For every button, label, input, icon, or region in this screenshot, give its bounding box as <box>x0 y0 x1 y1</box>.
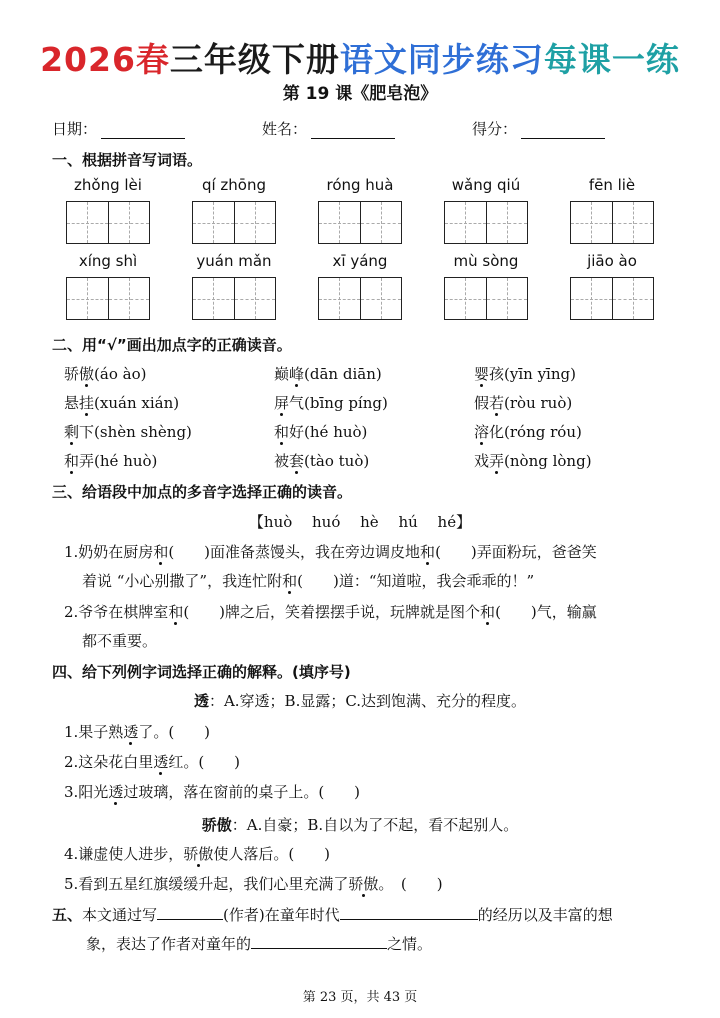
experience-blank[interactable] <box>340 905 478 920</box>
writing-grid[interactable] <box>318 277 402 320</box>
pronunciation-item[interactable]: 婴孩(yīn yīng) <box>474 365 576 383</box>
pinyin-text: wǎng qiú <box>451 176 521 194</box>
title-year: 2026春 <box>40 40 170 79</box>
section5-line: 五、本文通过写 (作者)在童年时代 的经历以及丰富的想 <box>52 906 613 924</box>
definition-line: 骄傲：A.自豪；B.自以为了不起，看不起别人。 <box>201 816 519 834</box>
name-label: 姓名： <box>262 120 308 138</box>
page-title <box>0 34 720 81</box>
pronunciation-item[interactable]: 假若(ròu ruò) <box>474 394 573 412</box>
pinyin-text: mù sòng <box>453 252 519 270</box>
question-line: 2.爷爷在棋牌室和( )牌之后，笑着摆摆手说，玩牌就是图个和( )气，输赢 <box>64 603 597 621</box>
pinyin-text: róng huà <box>326 176 394 194</box>
question-line: 4.谦虚使人进步，骄傲使人落后。( ) <box>64 845 331 863</box>
page-footer: 第 23 页，共 43 页 <box>302 990 418 1005</box>
section1-title: 一、根据拼音写词语。 <box>52 151 203 169</box>
question-line: 1.果子熟透了。( ) <box>64 723 211 741</box>
writing-grid[interactable] <box>444 277 528 320</box>
pronunciation-item[interactable]: 和好(hé huò) <box>274 423 368 441</box>
section5-number: 五、 <box>52 906 83 924</box>
title-grade: 三年级下册 <box>169 40 340 79</box>
writing-grid[interactable] <box>318 201 402 244</box>
pinyin-cell <box>66 251 150 320</box>
pronunciation-item[interactable]: 被套(tào tuò) <box>274 452 370 470</box>
question-line: 3.阳光透过玻璃，落在窗前的桌子上。( ) <box>64 783 361 801</box>
pinyin-text: qí zhōng <box>201 176 267 194</box>
writing-grid[interactable] <box>192 201 276 244</box>
pinyin-cell <box>66 175 150 244</box>
pronunciation-item[interactable]: 戏弄(nòng lòng) <box>474 452 592 470</box>
pronunciation-item[interactable]: 剩下(shèn shèng) <box>64 423 192 441</box>
pinyin-cell <box>318 251 402 320</box>
pronunciation-item[interactable]: 巅峰(dān diān) <box>274 365 382 383</box>
score-blank[interactable] <box>521 122 605 139</box>
pronunciation-item[interactable]: 和弄(hé huò) <box>64 452 158 470</box>
definition-line: 透：A.穿透；B.显露；C.达到饱满、充分的程度。 <box>193 692 527 710</box>
pinyin-cell <box>444 251 528 320</box>
name-blank[interactable] <box>311 122 395 139</box>
pronunciation-item[interactable]: 溶化(róng róu) <box>474 423 582 441</box>
pinyin-text: xī yáng <box>332 252 388 270</box>
pinyin-cell <box>192 251 276 320</box>
pinyin-text: jiāo ào <box>587 252 637 270</box>
pinyin-cell <box>570 251 654 320</box>
name-field <box>262 118 395 139</box>
pinyin-cell <box>570 175 654 244</box>
question-line: 2.这朵花白里透红。( ) <box>64 753 241 771</box>
feeling-blank[interactable] <box>251 934 387 949</box>
title-subject: 语文同步练习 <box>339 40 544 79</box>
section2-title: 二、用“√”画出加点字的正确读音。 <box>52 336 292 354</box>
question-line: 1.奶奶在厨房和( )面准备蒸馒头，我在旁边调皮地和( )弄面粉玩，爸爸笑 <box>64 543 597 561</box>
writing-grid[interactable] <box>66 201 150 244</box>
lesson-subtitle: 第 19 课《肥皂泡》 <box>282 84 438 104</box>
pinyin-cell <box>192 175 276 244</box>
date-blank[interactable] <box>101 122 185 139</box>
question-line: 都不重要。 <box>82 632 158 650</box>
title-tail: 每课一练 <box>543 40 680 79</box>
pinyin-cell <box>444 175 528 244</box>
reading-options: 【huò huó hè hú hé】 <box>248 513 472 531</box>
question-line: 5.看到五星红旗缓缓升起，我们心里充满了骄傲。 ( ) <box>64 875 443 893</box>
section5-line: 象，表达了作者对童年的 之情。 <box>86 935 433 953</box>
section3-title: 三、给语段中加点的多音字选择正确的读音。 <box>52 483 353 501</box>
pronunciation-item[interactable]: 屏气(bīng píng) <box>274 394 388 412</box>
writing-grid[interactable] <box>570 277 654 320</box>
question-line: 着说 “小心别撒了”，我连忙附和( )道：“知道啦，我会乖乖的！” <box>82 572 535 590</box>
writing-grid[interactable] <box>444 201 528 244</box>
pinyin-cell <box>318 175 402 244</box>
pinyin-text: xíng shì <box>78 252 138 270</box>
writing-grid[interactable] <box>570 201 654 244</box>
writing-grid[interactable] <box>192 277 276 320</box>
date-label: 日期： <box>52 120 98 138</box>
pronunciation-item[interactable]: 骄傲(áo ào) <box>64 365 147 383</box>
pinyin-text: fēn liè <box>588 176 636 194</box>
author-blank[interactable] <box>157 905 223 920</box>
score-field <box>472 118 605 139</box>
section4-title: 四、给下列例字词选择正确的解释。(填序号) <box>52 663 351 681</box>
pinyin-text: zhǒng lèi <box>74 176 142 194</box>
pinyin-text: yuán mǎn <box>196 252 272 270</box>
score-label: 得分： <box>472 120 518 138</box>
date-field <box>52 118 185 139</box>
pronunciation-item[interactable]: 悬挂(xuán xián) <box>64 394 180 412</box>
writing-grid[interactable] <box>66 277 150 320</box>
